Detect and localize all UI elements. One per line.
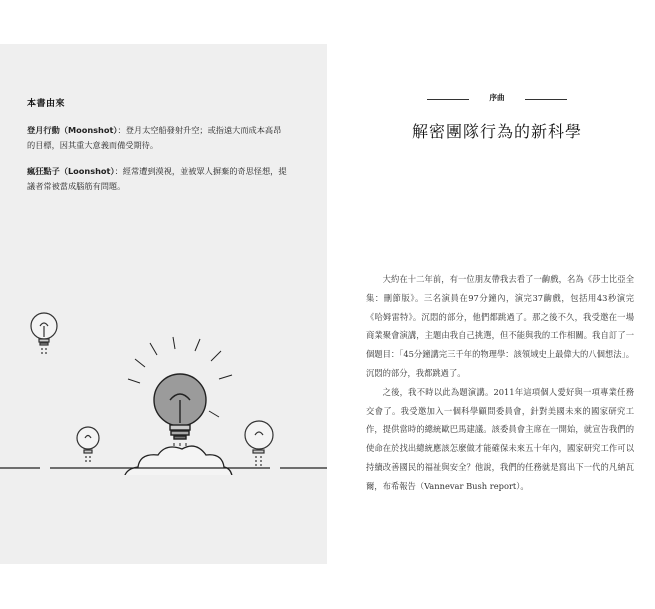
small-bulb-icon [245, 421, 273, 466]
body-text [366, 270, 634, 496]
definition-term: 登月行動（Moonshot） [27, 125, 118, 135]
paragraph: 大約在十二年前，有一位朋友帶我去看了一齣戲，名為《莎士比亞全集：刪節版》。三名演員在97分鐘內，演完37齣戲，包括用43秒演完《哈姆雷特》。沉悶的部分，他們都跳過了。那之後不久，我受邀在一場商業聚會演講，主題由我自己挑選，但不能與我的工作相關。我自訂了一個題目：「45分鐘講完三千年的物理學：該領域史上最偉大的八個想法」。沉悶的部分，我都跳過了。 [366, 274, 634, 378]
main-bulb-icon [128, 337, 232, 459]
small-bulb-icon [31, 313, 57, 356]
chapter-label: 序曲 [489, 93, 505, 102]
divider [525, 99, 567, 100]
chapter-title: 解密團隊行為的新科學 [411, 122, 582, 141]
definition-loonshot [27, 164, 287, 194]
lightbulbs-illustration [0, 255, 327, 475]
small-bulb-icon [77, 427, 99, 464]
paragraph: 之後，我不時以此為題演講。2011年這項個人愛好與一項專業任務交會了。我受邀加入一個科學顧問委員會，針對美國未來的國家研究工作，提供當時的總統歐巴馬建議。該委員會主席在一開始，就宣告我們的使命在於找出總統應該怎麼做才能確保未來五十年內，國家研究工作可以持續改善國民的福祉與安全？他說，我們的任務就是寫出下一代的凡納瓦爾，布希報告（Vannevar Bush report）。 [366, 386, 634, 491]
definition-moonshot [27, 123, 287, 153]
chapter-label-row [427, 92, 567, 106]
definition-term: 瘋狂點子（Loonshot） [27, 166, 115, 176]
definition-text: ：經常遭到漠視，並被眾人摒棄的奇思怪想，提議者常被當成腦筋有問題。 [27, 166, 287, 191]
cloud-icon [124, 446, 233, 475]
section-heading: 本書由來 [27, 99, 66, 109]
definition-text: ：登月太空船發射升空；或指遠大而成本高昂的目標，因其重大意義而備受期待。 [27, 125, 282, 150]
